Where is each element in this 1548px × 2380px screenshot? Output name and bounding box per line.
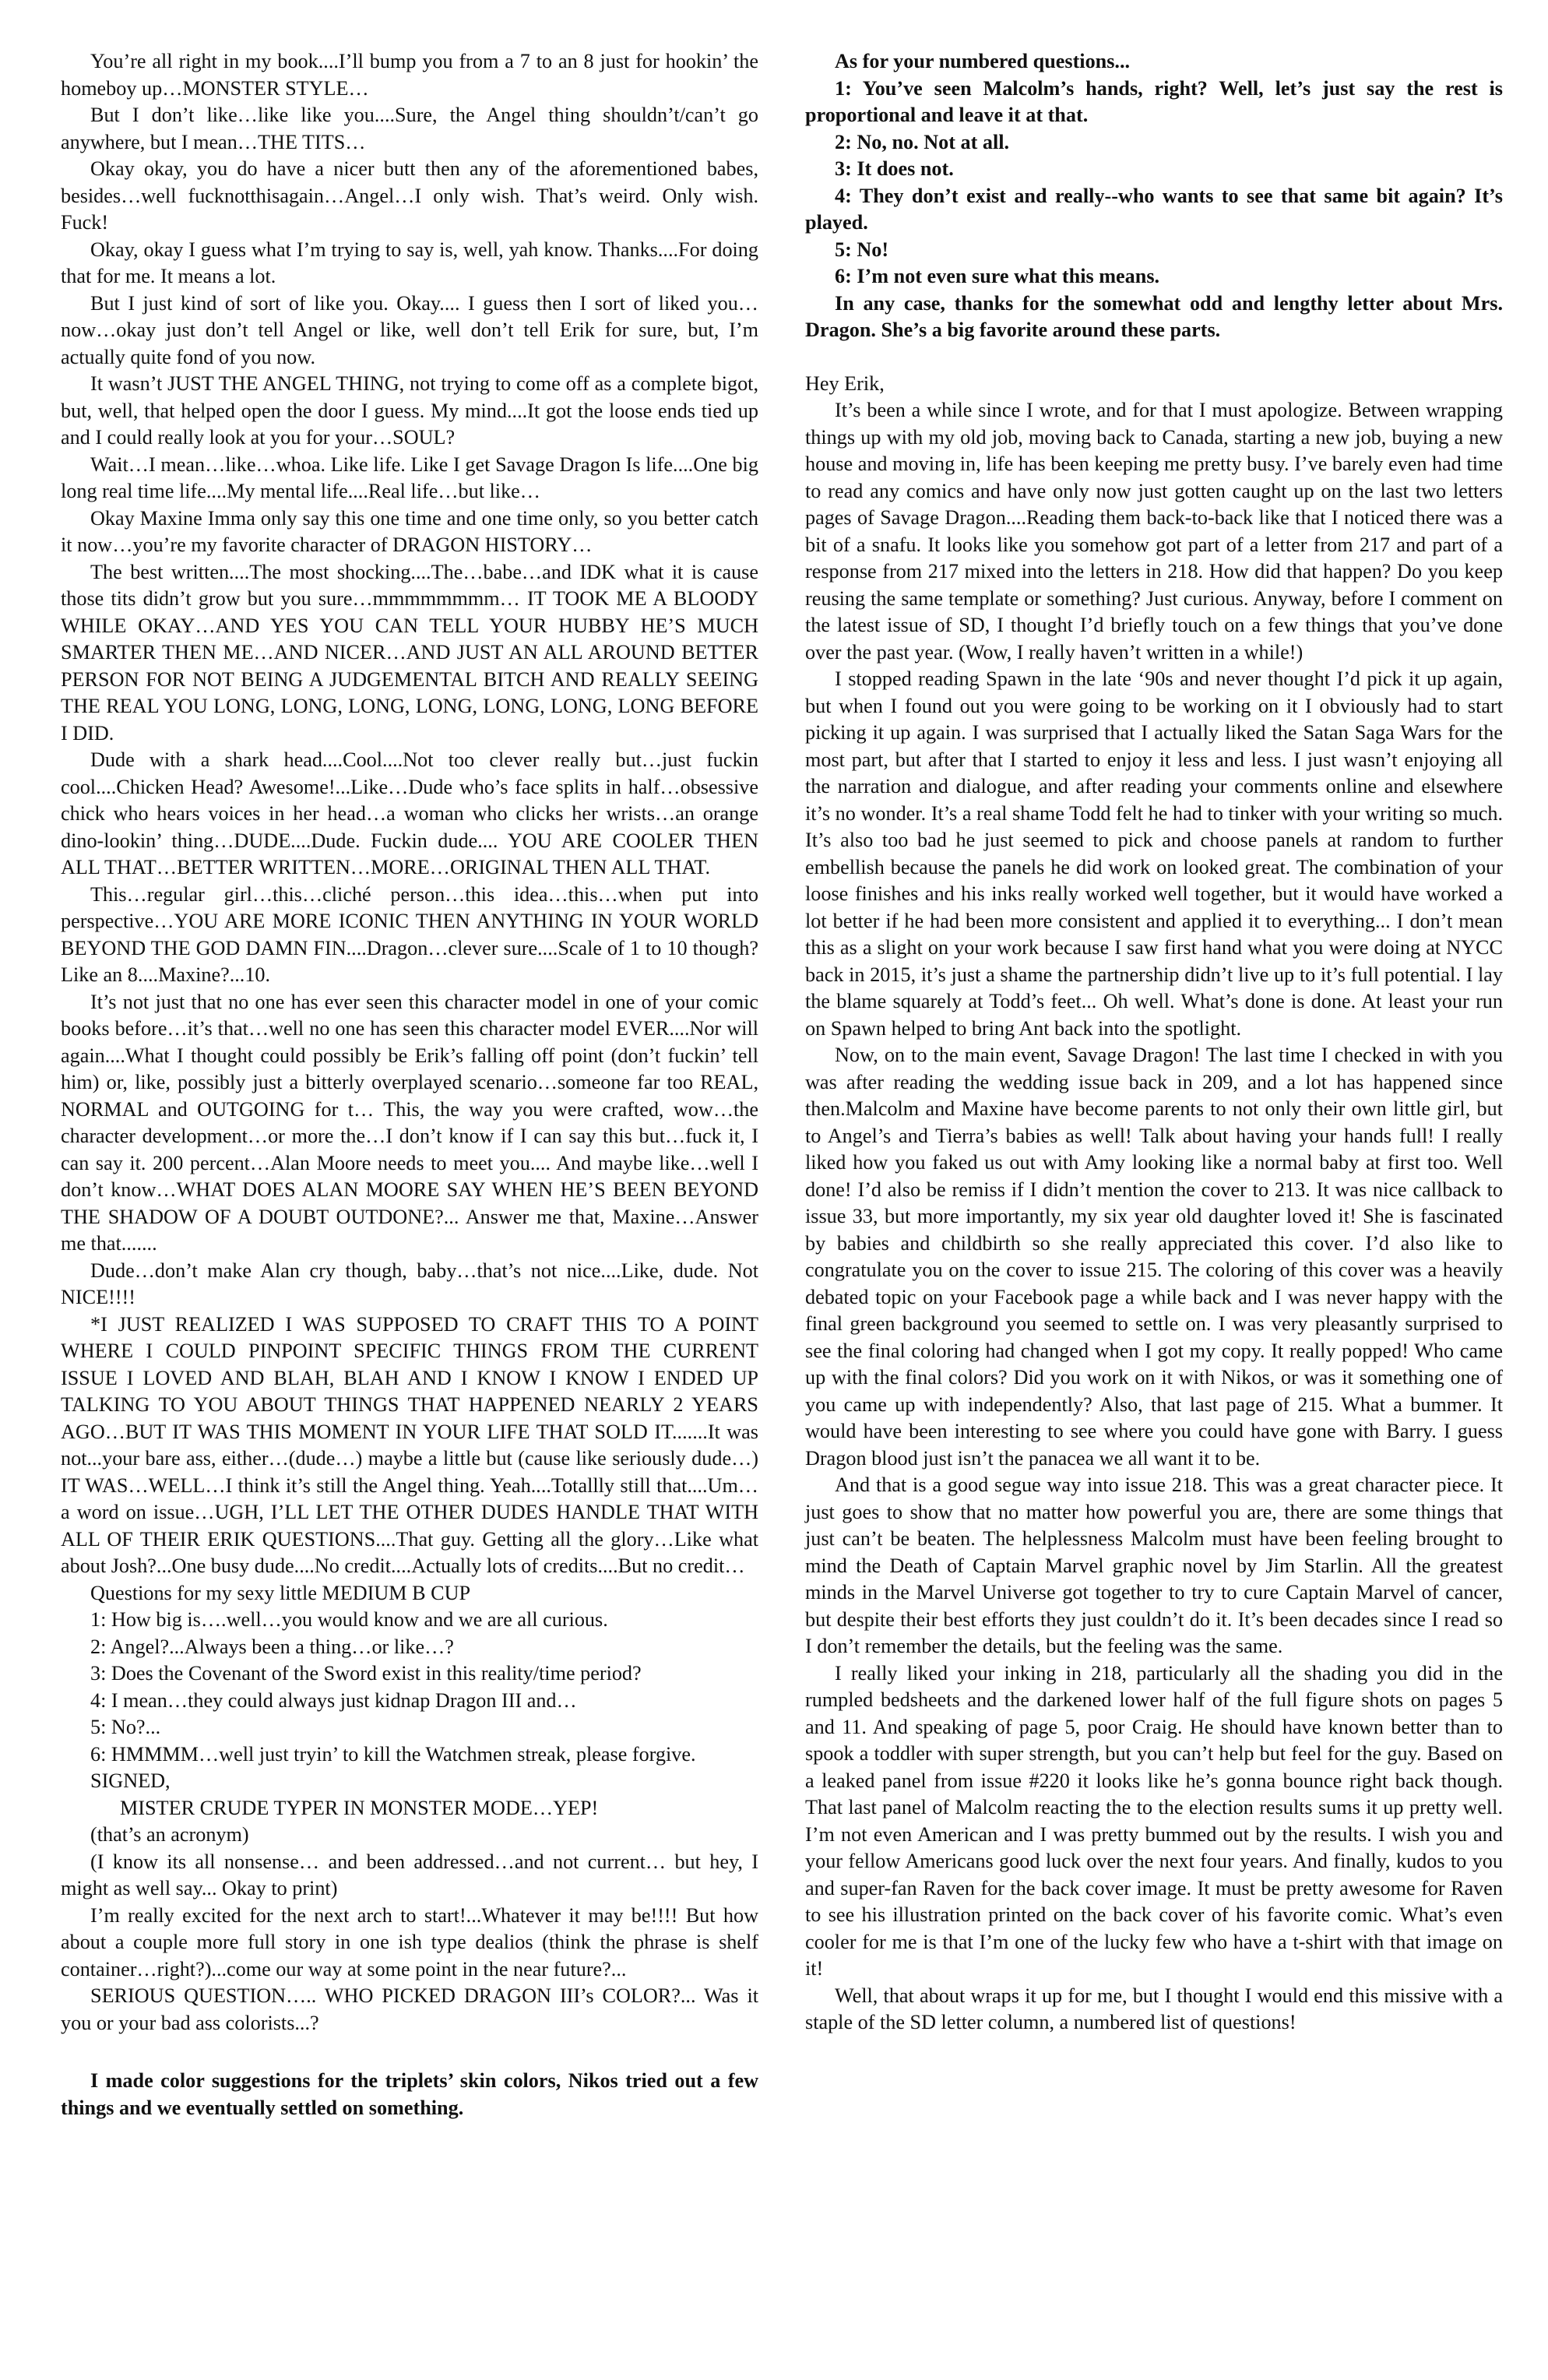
letter-paragraph: Now, on to the main event, Savage Dragon! The last time I checked in with you was after reading the wedding issue back in 209, and a lot has happened since then.Malcolm and Maxine have become parents to not only their own little girl, but to Angel’s and Tierra’s babies as well! Talk about having your hands full! I really liked how you faked us out with Amy looking like a normal baby at first too. Well done! I’d also be remiss if I didn’t mention the cover to 213. It was nice callback to issue 33, but more importantly, my six year old daughter loved it! She is fascinated by babies and childbirth so she really appreciated this cover. I’d also like to congratulate you on the cover to issue 215. The coloring of this cover was a heavily debated topic on your Facebook page a while back and I was never happy with the final green background you seemed to settle on. I was very pleasantly surprised to see the final coloring had changed when I got my copy. It really popped! Who came up with the final colors? Did you work on it with Nikos, or was it something one of you came up with independently? Also, that last page of 215. What a bummer. It would have been interesting to see where you could have gone with Barry. I guess Dragon blood just isn’t the panacea we all want it to be. <box>805 1044 1503 1470</box>
letter-paragraph: It’s not just that no one has ever seen this character model in one of your comic books before…it’s that…well no one has seen this character model EVER....Nor will again....What I thought could possibly be Erik’s falling off point (don’t fuckin’ tell him) or, like, possibly just a bitterly overplayed scenario…someone far too REAL, NORMAL and OUTGOING for t… This, the way you were crafted, wow…the character development…or more the…I don’t know if I can say this but…fuck it, I can say it. 200 percent…Alan Moore needs to meet you.... And maybe like…well I don’t know…WHAT DOES ALAN MOORE SAY WHEN HE’S BEEN BEYOND THE SHADOW OF A DOUBT OUTDONE?... Answer me that, Maxine…Answer me that....... <box>61 990 758 1255</box>
question-item: 3: Does the Covenant of the Sword exist in this reality/time period? <box>90 1662 642 1685</box>
answer-item: 1: You’ve seen Malcolm’s hands, right? Well, let’s just say the rest is proportional and leave it at that. <box>805 76 1503 126</box>
letter-paragraph: Okay, okay I guess what I’m trying to say is, well, yah know. Thanks....For doing that for me. It means a lot. <box>61 238 758 287</box>
spacer <box>805 344 1503 371</box>
letter-paragraph: Dude with a shark head....Cool....Not too clever really but…just fuckin cool....Chicken Head? Awesome!...Like…Dude who’s face splits in half…obsessive chick who hears voices in her head…a woman who clicks her wrists…an orange dino-lookin’ thing…DUDE....Dude. Fuckin dude.... YOU ARE COOLER THEN ALL THAT…BETTER WRITTEN…MORE…ORIGINAL THEN ALL THAT. <box>61 748 758 878</box>
answer-item: 6: I’m not even sure what this means. <box>835 265 1160 287</box>
letter-paragraph: You’re all right in my book....I’ll bump you from a 7 to an 8 just for hookin’ the homeboy up…MONSTER STYLE… <box>61 50 758 100</box>
letter-greeting: Hey Erik, <box>805 371 885 395</box>
left-column <box>61 48 758 2380</box>
letter-paragraph: I’m really excited for the next arch to start!...Whatever it may be!!!! But how about a couple more full story in one ish type dealios (think the phrase is shelf container…right?)...come our way at some point in the near future?... <box>61 1903 758 1980</box>
answer-item: In any case, thanks for the somewhat odd and lengthy letter about Mrs. Dragon. She’s a big favorite around these parts. <box>805 291 1503 341</box>
letter-paragraph: It wasn’t JUST THE ANGEL THING, not trying to come off as a complete bigot, but, well, that helped open the door I guess. My mind....It got the loose ends tied up and I could really look at you for your…SOUL? <box>61 372 758 449</box>
answer-item: 4: They don’t exist and really--who wants to see that same bit again? It’s played. <box>805 184 1503 234</box>
letter-paragraph: Well, that about wraps it up for me, but I thought I would end this missive with a staple of the SD letter column, a numbered list of questions! <box>805 1984 1503 2033</box>
signature: MISTER CRUDE TYPER IN MONSTER MODE…YEP! <box>120 1796 599 1819</box>
letter-paragraph: But I don’t like…like like you....Sure, the Angel thing shouldn’t/can’t go anywhere, but I mean…THE TITS… <box>61 104 758 153</box>
letter-paragraph: This…regular girl…this…cliché person…this idea…this…when put into perspective…YOU ARE MORE ICONIC THEN ANYTHING IN YOUR WORLD BEYOND THE GOD DAMN FIN....Dragon…clever sure....Scale of 1 to 10 though? Like an 8....Maxine?...10. <box>61 882 758 986</box>
letter-paragraph: Wait…I mean…like…whoa. Like life. Like I get Savage Dragon Is life....One big long real time life....My mental life....Real life…but like… <box>61 452 758 502</box>
answer-item: 2: No, no. Not at all. <box>835 130 1010 153</box>
acronym-note: (that’s an acronym) <box>90 1823 249 1846</box>
letter-paragraph: I stopped reading Spawn in the late ‘90s and never thought I’d pick it up again, but when I found out you were going to be working on it I obviously had to start picking it up again. I was surprised that I actually liked the Satan Saga Wars for the most part, but after that I started to enjoy it less and less. I just wasn’t enjoying all the narration and dialogue, and after reading your comments online and elsewhere it’s no wonder. It’s a real shame Todd felt he had to tinker with your writing so much. It’s also too bad he just seemed to pick and choose panels at random to further embellish because the panels he did work on looked great. The combination of your loose finishes and his inks really worked well together, but it would have worked a lot better if he had been more consistent and applied it to everything... I don’t mean this as a slight on your work because I saw first hand what you were doing at NYCC back in 2015, it’s just a shame the partnership didn’t live up to it’s full potential. I lay the blame squarely at Todd’s feet... Oh well. What’s done is done. At least your run on Spawn helped to bring Ant back into the spotlight. <box>805 667 1503 1040</box>
question-item: 2: Angel?...Always been a thing…or like…? <box>90 1635 454 1658</box>
right-column <box>805 48 1503 2380</box>
spacer <box>61 2037 758 2068</box>
letter-paragraph: SERIOUS QUESTION….. WHO PICKED DRAGON III’s COLOR?... Was it you or your bad ass colorists...? <box>61 1984 758 2034</box>
letter-paragraph: I really liked your inking in 218, particularly all the shading you did in the rumpled bedsheets and the darkened lower half of the full figure shots on pages 5 and 11. And speaking of page 5, poor Craig. He should have known better than to spook a toddler with super strength, but you can’t help but feel for the guy. Based on a leaked panel from issue #220 it looks like he’s gonna bounce right back though. That last panel of Malcolm reacting the to the election results sums it up pretty well. I’m not even American and I was pretty bummed out by the results. I wish you and your fellow Americans good luck over the next four years. And finally, kudos to you and super-fan Raven for the back cover image. It must be pretty awesome for Raven to see his illustration printed on the back cover of his favorite comic. What’s even cooler for me is that I’m one of the lucky few who have a t-shirt with that image on it! <box>805 1661 1503 1980</box>
answer-item: 5: No! <box>835 238 889 261</box>
signed-label: SIGNED, <box>90 1769 171 1792</box>
editor-reply: I made color suggestions for the triplets’ skin colors, Nikos tried out a few things and we eventually settled on something. <box>61 2069 758 2119</box>
question-item: 4: I mean…they could always just kidnap Dragon III and… <box>90 1688 577 1712</box>
letter-paragraph: Okay Maxine Imma only say this one time and one time only, so you better catch it now…you’re my favorite character of DRAGON HISTORY… <box>61 506 758 556</box>
question-item: 6: HMMMM…well just tryin’ to kill the Watchmen streak, please forgive. <box>90 1742 696 1766</box>
letter-paragraph: *I JUST REALIZED I WAS SUPPOSED TO CRAFT THIS TO A POINT WHERE I COULD PINPOINT SPECIFIC THINGS FROM THE CURRENT ISSUE I LOVED AND BLAH, BLAH AND I KNOW I KNOW I ENDED UP TALKING TO YOU ABOUT THINGS THAT HAPPENED NEARLY 2 YEARS AGO…BUT IT WAS THIS MOMENT IN YOUR LIFE THAT SOLD IT.......It was not...your bare ass, either…(dude…) maybe a little but (cause like seriously dude…) IT WAS…WELL…I think it’s still the Angel thing. Yeah....Totallly still that....Um…a word on issue…UGH, I’LL LET THE OTHER DUDES HANDLE THAT WITH ALL OF THEIR ERIK QUESTIONS....That guy. Getting all the glory…Like what about Josh?...One busy dude....No credit....Actually lots of credits....But no credit… <box>61 1312 758 1577</box>
letter-paragraph: And that is a good segue way into issue 218. This was a great character piece. It just goes to show that no matter how powerful you are, there are some things that just can’t be beaten. The helplessness Malcolm must have been feeling brought to mind the Death of Captain Marvel graphic novel by Jim Starlin. All the greatest minds in the Marvel Universe got together to try to cure Captain Marvel of cancer, but despite their best efforts they just couldn’t do it. It’s been decades since I read so I don’t remember the details, but the feeling was the same. <box>805 1473 1503 1657</box>
question-item: 1: How big is….well…you would know and we are all curious. <box>90 1608 608 1631</box>
questions-intro: Questions for my sexy little MEDIUM B CUP <box>90 1581 471 1604</box>
question-item: 5: No?... <box>90 1716 161 1738</box>
answers-intro: As for your numbered questions... <box>835 50 1131 72</box>
letter-paragraph: But I just kind of sort of like you. Okay.... I guess then I sort of liked you…now…okay just don’t tell Angel or like, well don’t tell Erik for sure, but, I’m actually quite fond of you now. <box>61 291 758 368</box>
letter-paragraph: It’s been a while since I wrote, and for that I must apologize. Between wrapping things up with my old job, moving back to Canada, starting a new job, buying a new house and moving in, life has been keeping me pretty busy. I’ve barely even had time to read any comics and have only now just gotten caught up on the last two letters pages of Savage Dragon....Reading them back-to-back like that I noticed there was a bit of a snafu. It looks like you somehow got part of a letter from 217 and part of a response from 217 mixed into the letters in 218. How did that happen? Do you keep reusing the same template or something? Just curious. Anyway, before I comment on the latest issue of SD, I thought I’d briefly touch on a few things that you’ve done over the past year. (Wow, I really haven’t written in a while!) <box>805 399 1503 664</box>
letter-paragraph: Okay okay, you do have a nicer butt then any of the aforementioned babes, besides…well fucknotthisagain…Angel…I only wish. That’s weird. Only wish. Fuck! <box>61 157 758 234</box>
letter-paragraph: (I know its all nonsense… and been addressed…and not current… but hey, I might as well say... Okay to print) <box>61 1850 758 1899</box>
letter-paragraph: The best written....The most shocking....The…babe…and IDK what it is cause those tits didn’t grow but you sure…mmmmmmmm… IT TOOK ME A BLOODY WHILE OKAY…AND YES YOU CAN TELL YOUR HUBBY HE’S MUCH SMARTER THEN ME…AND NICER…AND JUST AN ALL AROUND BETTER PERSON FOR NOT BEING A JUDGEMENTAL BITCH AND REALLY SEEING THE REAL YOU LONG, LONG, LONG, LONG, LONG, LONG, LONG BEFORE I DID. <box>61 560 758 745</box>
answer-item: 3: It does not. <box>835 157 954 180</box>
letter-paragraph: Dude…don’t make Alan cry though, baby…that’s not nice....Like, dude. Not NICE!!!! <box>61 1259 758 1308</box>
